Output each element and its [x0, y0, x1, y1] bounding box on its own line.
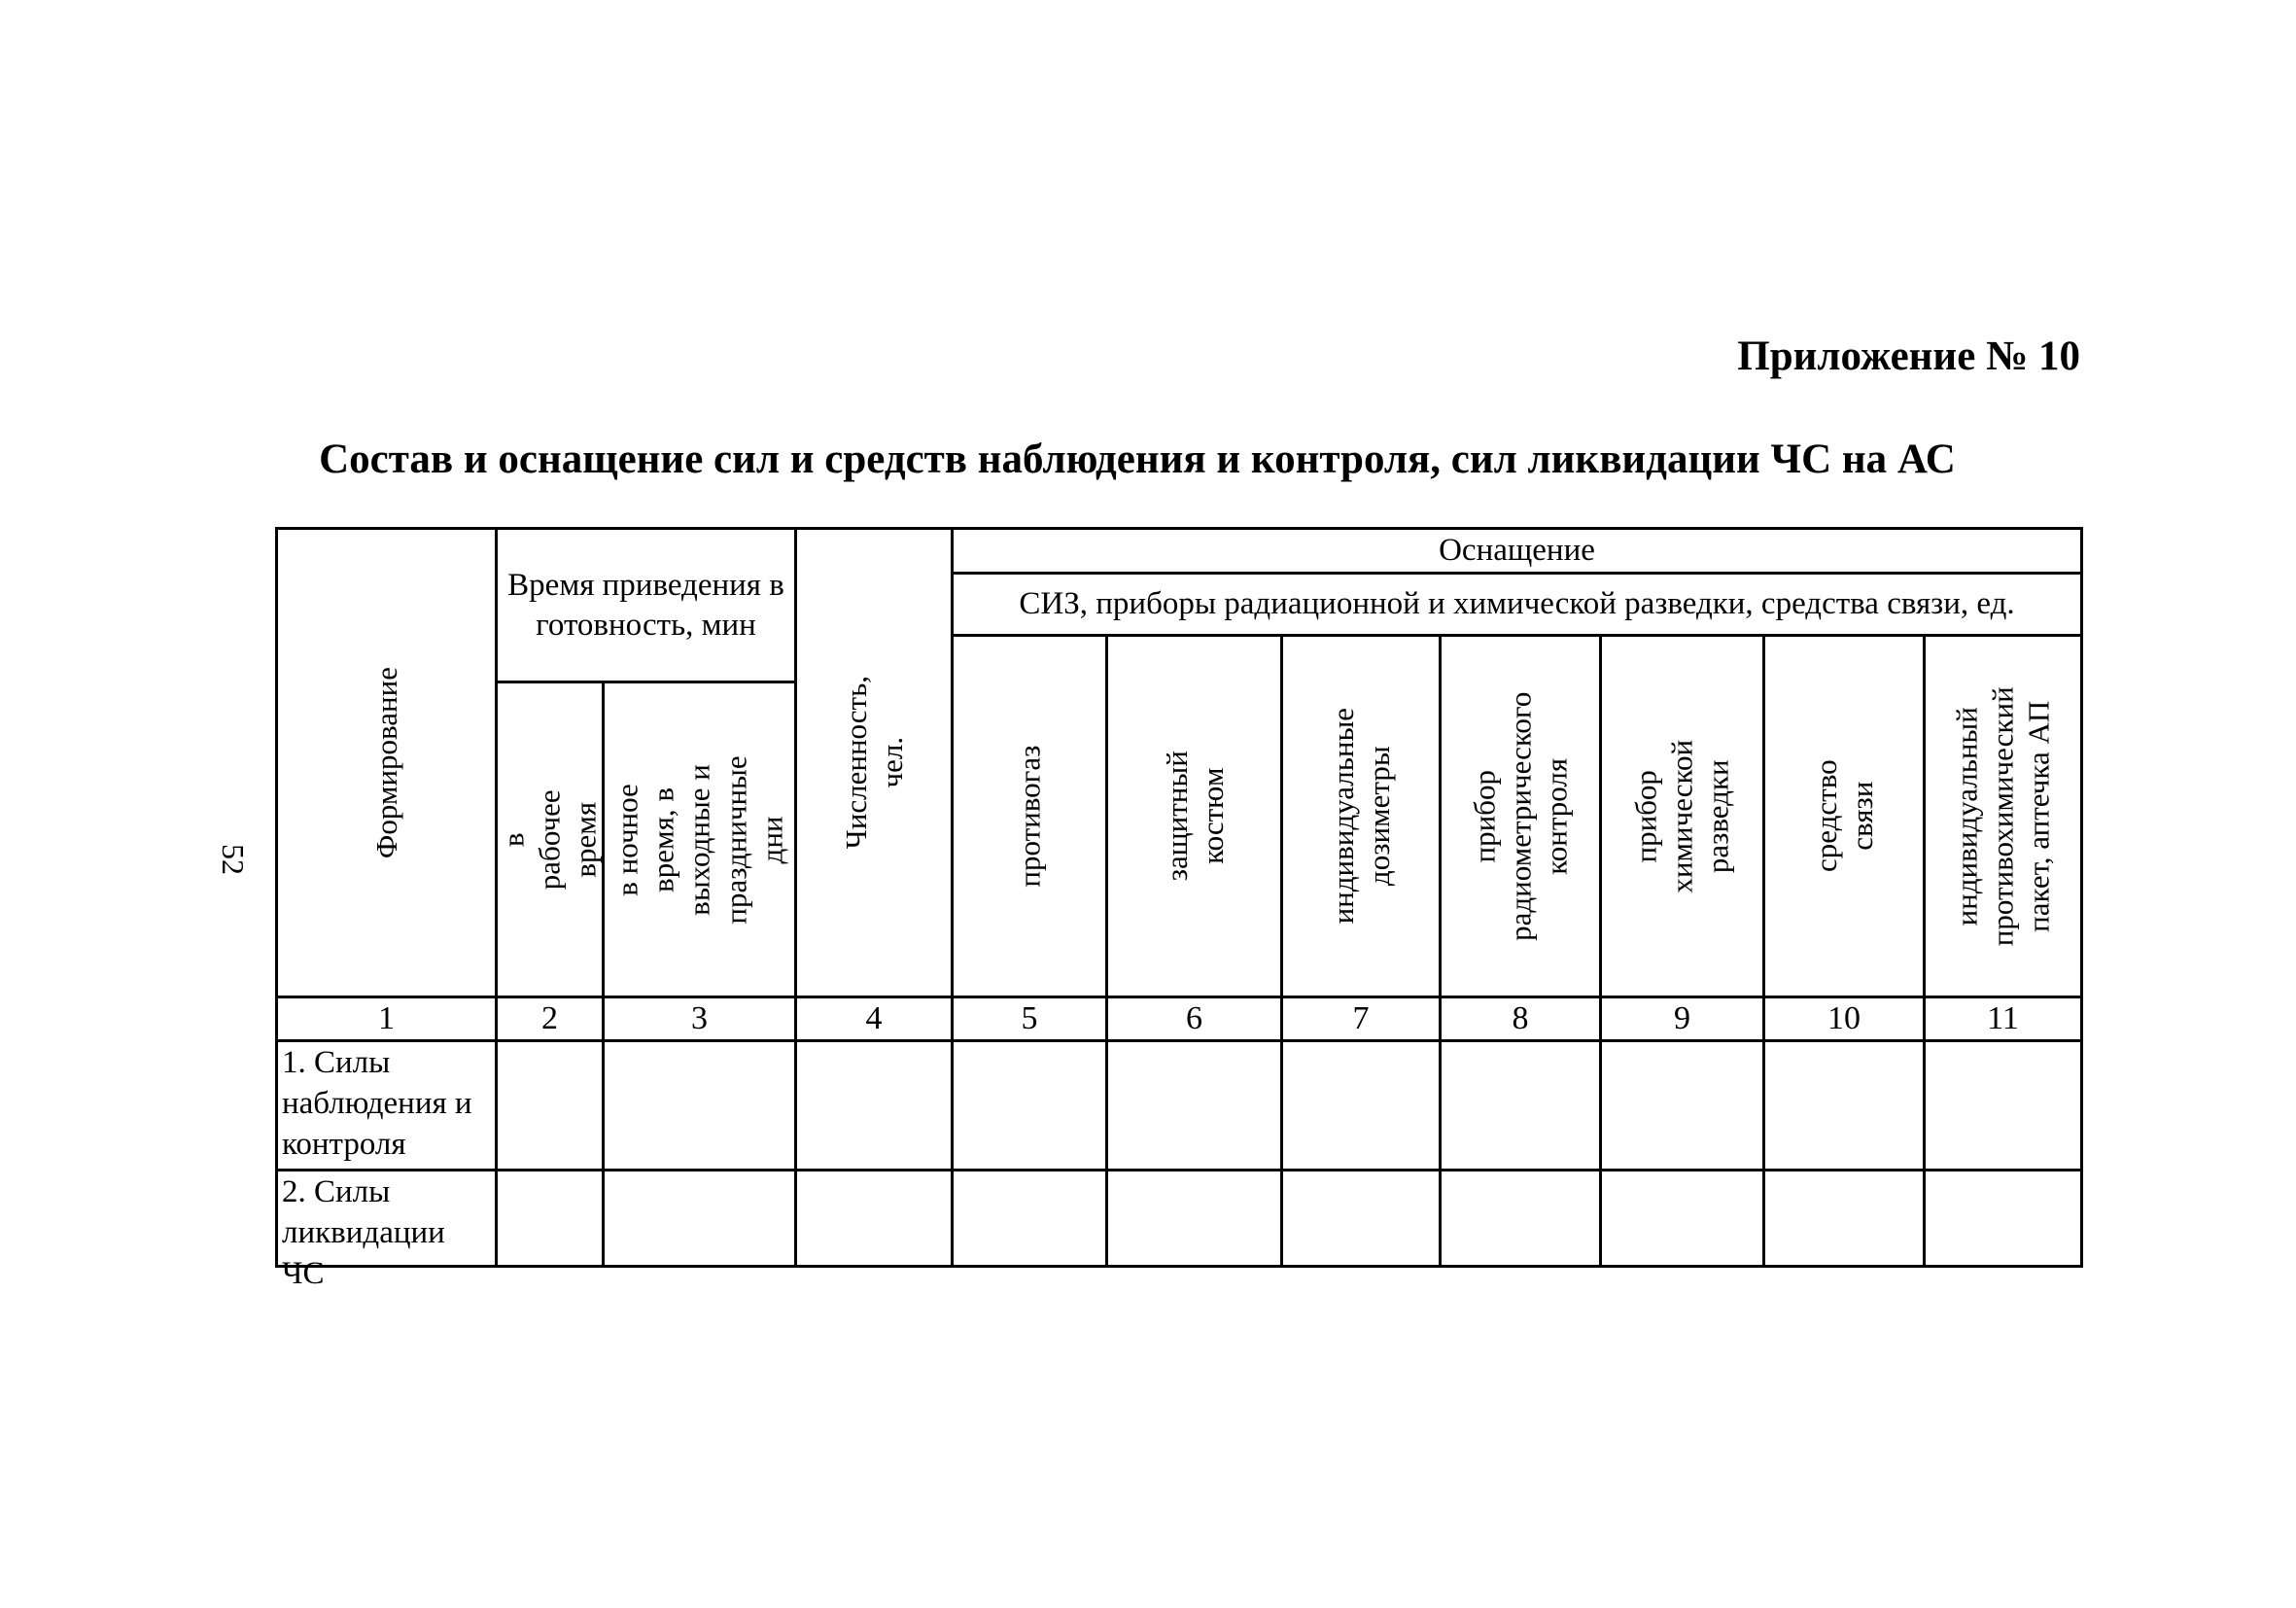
header-headcount — [797, 530, 951, 996]
table-rule — [275, 1039, 2083, 1042]
appendix-title: Приложение № 10 — [1737, 333, 2080, 379]
header-readiness-time — [498, 530, 794, 681]
header-night-time-text: в ночное время, в выходные и праздничные дни — [609, 754, 789, 925]
header-equipment-text: Оснащение — [1439, 533, 1595, 569]
header-working-time-text: в рабочее время — [496, 789, 604, 890]
header-dosimeters — [1283, 637, 1439, 996]
header-radiometric-device — [1442, 637, 1599, 996]
column-number: 4 — [865, 1000, 883, 1037]
header-protective-suit — [1108, 637, 1280, 996]
column-number: 10 — [1827, 1000, 1861, 1037]
header-night-time — [605, 683, 794, 996]
page-number: 52 — [216, 844, 252, 875]
column-number: 6 — [1186, 1000, 1202, 1037]
header-equipment-sub-text: СИЗ, приборы радиационной и химической разведки, средства связи, ед. — [1019, 586, 2015, 622]
header-chemical-device — [1602, 637, 1762, 996]
header-radiometric-device-text: прибор радиометрического контроля — [1467, 691, 1574, 941]
header-working-time — [498, 683, 602, 996]
header-comm-device — [1765, 637, 1923, 996]
table-border-bottom — [275, 1265, 2083, 1268]
table-rule — [275, 1169, 2083, 1171]
column-number: 1 — [378, 1000, 395, 1037]
table-border-right — [2080, 527, 2083, 1268]
header-equipment — [954, 530, 2080, 572]
row-label-liquidation-forces: 2. Силы ликвидации ЧС — [282, 1174, 445, 1291]
column-number: 5 — [1021, 1000, 1038, 1037]
column-number: 8 — [1512, 1000, 1529, 1037]
column-number: 2 — [541, 1000, 558, 1037]
header-formation — [278, 530, 495, 996]
header-gas-mask-text: противогаз — [1012, 745, 1047, 888]
header-formation-text: Формирование — [368, 666, 403, 859]
header-gas-mask — [954, 637, 1105, 996]
header-first-aid-text: индивидуальный противохимический пакет, аптечка АП — [1949, 686, 2057, 946]
header-equipment-sub — [954, 575, 2080, 634]
document-title: Состав и оснащение сил и средств наблюдения и контроля, сил ликвидации ЧС на АС — [319, 437, 1956, 482]
header-protective-suit-text: защитный костюм — [1159, 751, 1230, 882]
column-number: 9 — [1674, 1000, 1690, 1037]
column-number: 11 — [1987, 1000, 2019, 1037]
column-number: 7 — [1352, 1000, 1370, 1037]
header-headcount-text: Численность, чел. — [838, 676, 909, 850]
header-comm-device-text: средство связи — [1808, 759, 1879, 873]
header-dosimeters-text: индивидуальные дозиметры — [1325, 708, 1397, 925]
header-readiness-time-text: Время приведения в готовность, мин — [507, 568, 784, 643]
header-first-aid — [1926, 637, 2080, 996]
row-label-observation-forces: 1. Силы наблюдения и контроля — [282, 1045, 472, 1162]
column-number: 3 — [691, 1000, 708, 1037]
header-chemical-device-text: прибор химической разведки — [1628, 739, 1736, 893]
